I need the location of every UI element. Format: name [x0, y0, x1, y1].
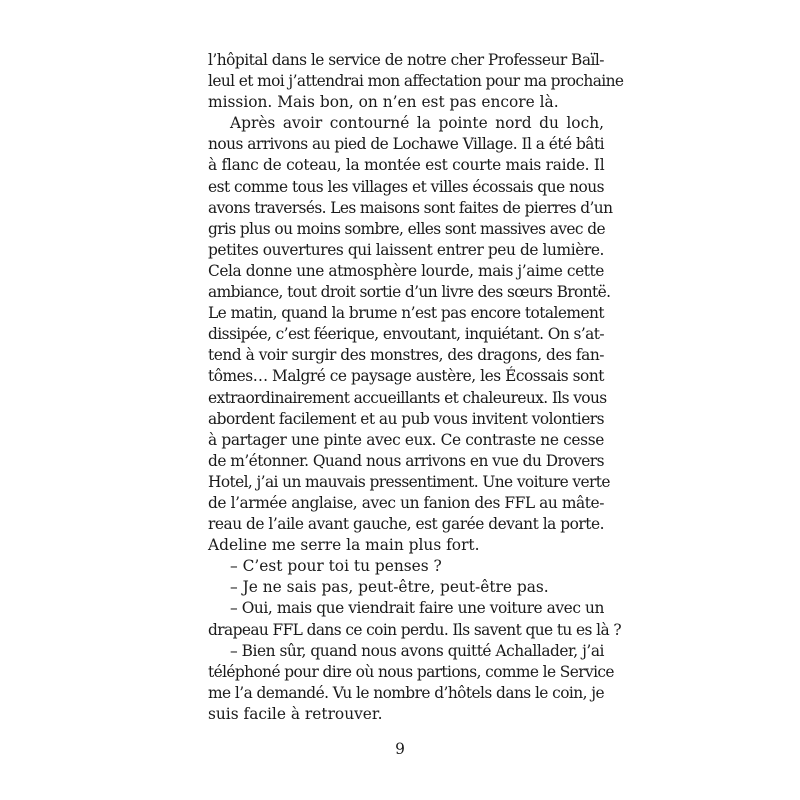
text-line: de m’étonner. Quand nous arrivons en vue du Drovers [208, 451, 604, 470]
text-line: de l’armée anglaise, avec un fanion des FFL au mâte- [208, 493, 604, 512]
text-line: nous arrivons au pied de Lochawe Village. Il a été bâti [208, 135, 604, 154]
text-line: à flanc de coteau, la montée est courte mais raide. Il [208, 156, 605, 175]
text-line: Hotel, j’ai un mauvais pressentiment. Une voiture verte [208, 472, 610, 491]
dialogue-line: me l’a demandé. Vu le nombre d’hôtels dans le coin, je [208, 683, 604, 702]
page-number: 9 [395, 740, 405, 758]
dialogue-line: – C’est pour toi tu penses ? [230, 557, 442, 576]
text-line: abordent facilement et au pub vous invitent volontiers [208, 409, 604, 428]
dialogue-line: – Bien sûr, quand nous avons quitté Achallader, j’ai [230, 641, 604, 660]
book-page-text [208, 50, 624, 725]
text-line: dissipée, c’est féerique, envoutant, inquiétant. On s’at- [208, 325, 604, 344]
text-line: Le matin, quand la brume n’est pas encore totalement [208, 304, 604, 323]
dialogue-line: téléphoné pour dire où nous partions, comme le Service [208, 662, 614, 681]
text-line: à partager une pinte avec eux. Ce contraste ne cesse [208, 430, 604, 449]
text-line: avons traversés. Les maisons sont faites de pierres d’un [208, 198, 613, 217]
dialogue-line: – Je ne sais pas, peut-être, peut-être pas. [230, 578, 549, 597]
text-line: gris plus ou moins sombre, elles sont massives avec de [208, 219, 605, 238]
text-line: l’hôpital dans le service de notre cher Professeur Baïl- [208, 51, 604, 69]
dialogue-line: drapeau FFL dans ce coin perdu. Ils savent que tu es là ? [208, 620, 621, 639]
dialogue-line: – Oui, mais que viendrait faire une voiture avec un [230, 599, 604, 618]
text-line: Cela donne une atmosphère lourde, mais j’aime cette [208, 261, 604, 280]
text-line: Après avoir contourné la pointe nord du loch, [230, 114, 604, 133]
text-line: petites ouvertures qui laissent entrer peu de lumière. [208, 240, 604, 259]
text-line: extraordinairement accueillants et chaleureux. Ils vous [208, 388, 607, 407]
text-line: tômes… Malgré ce paysage austère, les Écossais sont [208, 367, 604, 386]
text-line: Adeline me serre la main plus fort. [208, 536, 480, 555]
dialogue-line: suis facile à retrouver. [208, 704, 383, 723]
text-line: mission. Mais bon, on n’en est pas encore là. [208, 93, 559, 112]
text-line: leul et moi j’attendrai mon affectation pour ma prochaine [208, 72, 624, 91]
text-line: tend à voir surgir des monstres, des dragons, des fan- [208, 346, 604, 365]
text-line: reau de l’aile avant gauche, est garée devant la porte. [208, 515, 604, 534]
text-line: ambiance, tout droit sortie d’un livre des sœurs Brontë. [208, 283, 611, 302]
text-line: est comme tous les villages et villes écossais que nous [208, 177, 604, 196]
